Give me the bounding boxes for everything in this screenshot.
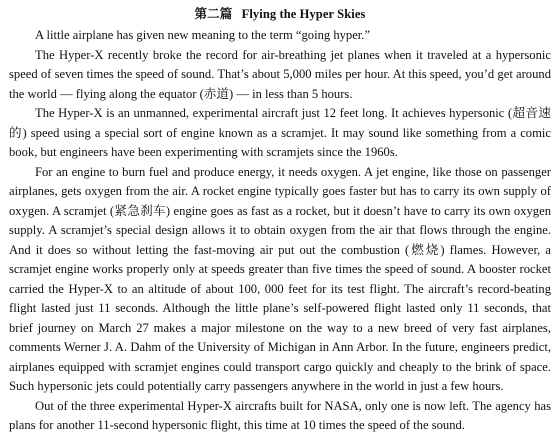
- paragraph-record: The Hyper-X recently broke the record for air-breathing jet planes when it traveled at a hypersonic speed of seven times the speed of sound. That’s about 5,000 miles per hour. At this speed, you’d get around the world — flying along the equator (赤道) — in less than 5 hours.: [9, 47, 551, 101]
- paragraph-nasa: Out of the three experimental Hyper-X aircrafts built for NASA, only one is now left. The agency has plans for another 11-second hypersonic flight, this time at 10 times the speed of the sound.: [9, 398, 551, 432]
- paragraph-intro: A little airplane has given new meaning to the term “going hyper.”: [35, 28, 371, 42]
- title-english: Flying the Hyper Skies: [241, 7, 366, 21]
- document-title: [9, 6, 551, 22]
- paragraph-engine: For an engine to burn fuel and produce energy, it needs oxygen. A jet engine, like those on passenger airplanes, gets oxygen from the air. A rocket engine typically goes faster but has to carry its own supply of oxygen. A scramjet (紧急刹车) engine goes as fast as a rocket, but it doesn’t have to carry its own oxygen supply. A scramjet’s special design allows it to obtain oxygen from the air that flows through the engine. And it does so without letting the fast-moving air put out the combustion (燃烧) flames. However, a scramjet engine works properly only at speeds greater than five times the speed of sound. A booster rocket carried the Hyper-X to an altitude of about 100, 000 feet for its test flight. The aircraft’s record-beating flight lasted just 11 seconds. Although the little plane’s self-powered flight lasted only 11 seconds, that brief journey on March 27 makes a major milestone on the way to a new breed of very fast airplanes, comments Werner J. A. Dahm of the University of Michigan in Ann Arbor. In the future, engineers predict, airplanes equipped with scramjet engines could transport cargo quickly and cheaply to the brink of space. Such hypersonic jets could potentially carry passengers anywhere in the world in just a few hours.: [9, 164, 551, 393]
- paragraph-scramjet: The Hyper-X is an unmanned, experimental aircraft just 12 feet long. It achieves hypersonic (超音速的) speed using a special sort of engine known as a scramjet. It may sound like something from a comic book, but engineers have been experimenting with scramjets since the 1960s.: [9, 106, 551, 159]
- title-chinese: 第二篇: [194, 6, 233, 21]
